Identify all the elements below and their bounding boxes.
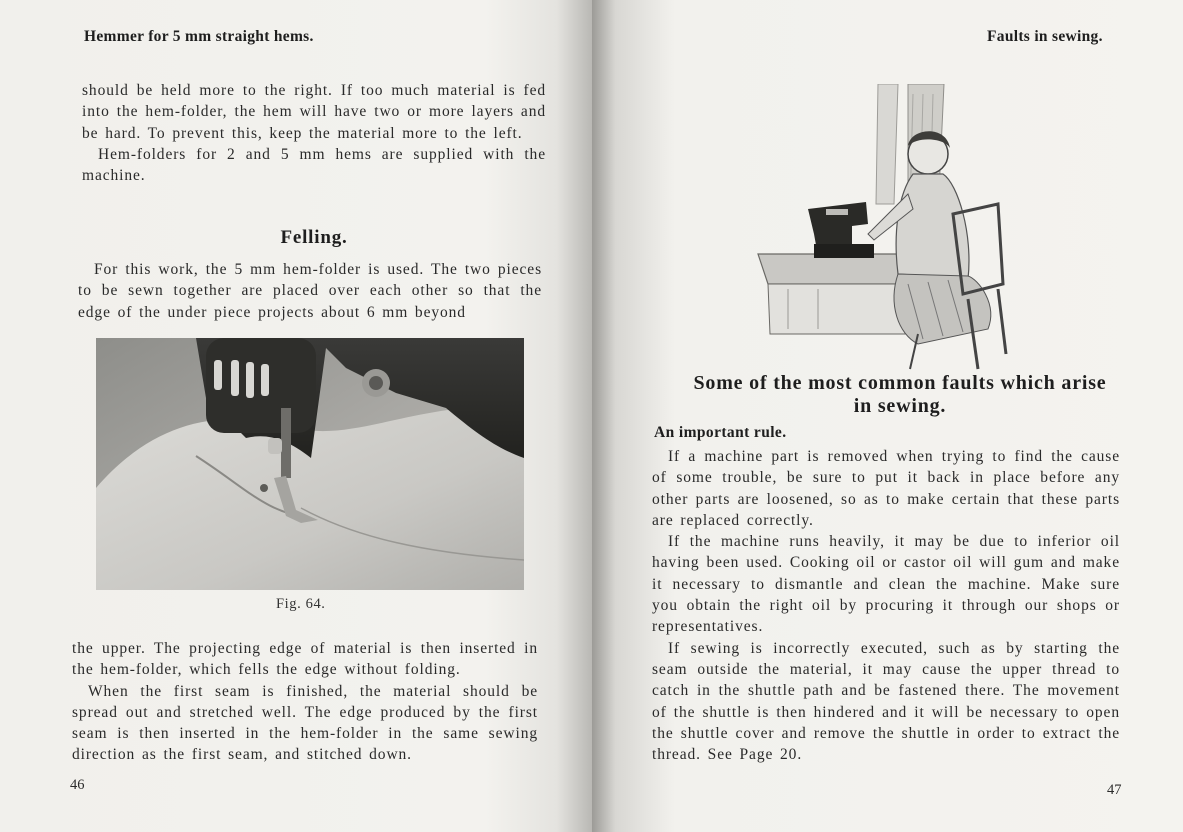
right-body-text <box>652 446 1120 765</box>
paragraph: If a machine part is removed when trying to find the cause of some trouble, be sure to put it back in place before any other parts are loosened, so as to make certain that these parts are replaced correctly. <box>652 448 1120 529</box>
paragraph: For this work, the 5 mm hem-folder is used. The two pieces to be sewn together are placed over each other so that the edge of the under piece projects about 6 mm beyond <box>78 261 542 321</box>
paragraph: the upper. The projecting edge of material is then inserted in the hem-folder, which fells the edge without folding. <box>72 640 538 679</box>
felling-text <box>78 259 542 323</box>
left-running-head: Hemmer for 5 mm straight hems. <box>84 28 314 45</box>
right-running-head: Faults in sewing. <box>987 28 1103 45</box>
right-page-number: 47 <box>1107 782 1122 798</box>
important-rule-subheading: An important rule. <box>654 424 787 441</box>
figure-64-photo <box>96 338 524 590</box>
paragraph: If sewing is incorrectly executed, such as by starting the seam outside the material, it may cause the upper thread to catch in the shuttle path and be fastened there. The movement of the shuttle is then hindered and it will be necessary to open the shuttle cover and remove the shuttle in order to extract the thread. See Page 20. <box>652 639 1120 764</box>
left-page-number: 46 <box>70 777 85 793</box>
woman-sewing-illustration <box>748 84 1022 374</box>
left-top-text <box>82 80 546 186</box>
faults-heading-line1: Some of the most common faults which arise <box>693 372 1107 394</box>
left-bottom-text <box>72 638 538 766</box>
right-page <box>592 0 1183 832</box>
paragraph: Hem-folders for 2 and 5 mm hems are supplied with the machine. <box>82 145 546 185</box>
felling-heading: Felling. <box>280 227 348 248</box>
paragraph: If the machine runs heavily, it may be due to inferior oil having been used. Cooking oil or castor oil will gum and make it necessary to dismantle and clean the machine. Make sure you obtain the right oil by procuring it through our shops or representatives. <box>652 533 1120 636</box>
paragraph: When the first seam is finished, the material should be spread out and stretched well. The edge produced by the first seam is then inserted in the hem-folder in the same sewing direction as the first seam, and stitched down. <box>72 682 538 764</box>
faults-heading-line2: in sewing. <box>853 395 947 417</box>
figure-caption: Fig. 64. <box>276 596 326 612</box>
faults-heading <box>652 372 1148 418</box>
paragraph: should be held more to the right. If too much material is fed into the hem-folder, the hem will have two or more layers and be hard. To prevent this, keep the material more to the left. <box>82 82 546 142</box>
